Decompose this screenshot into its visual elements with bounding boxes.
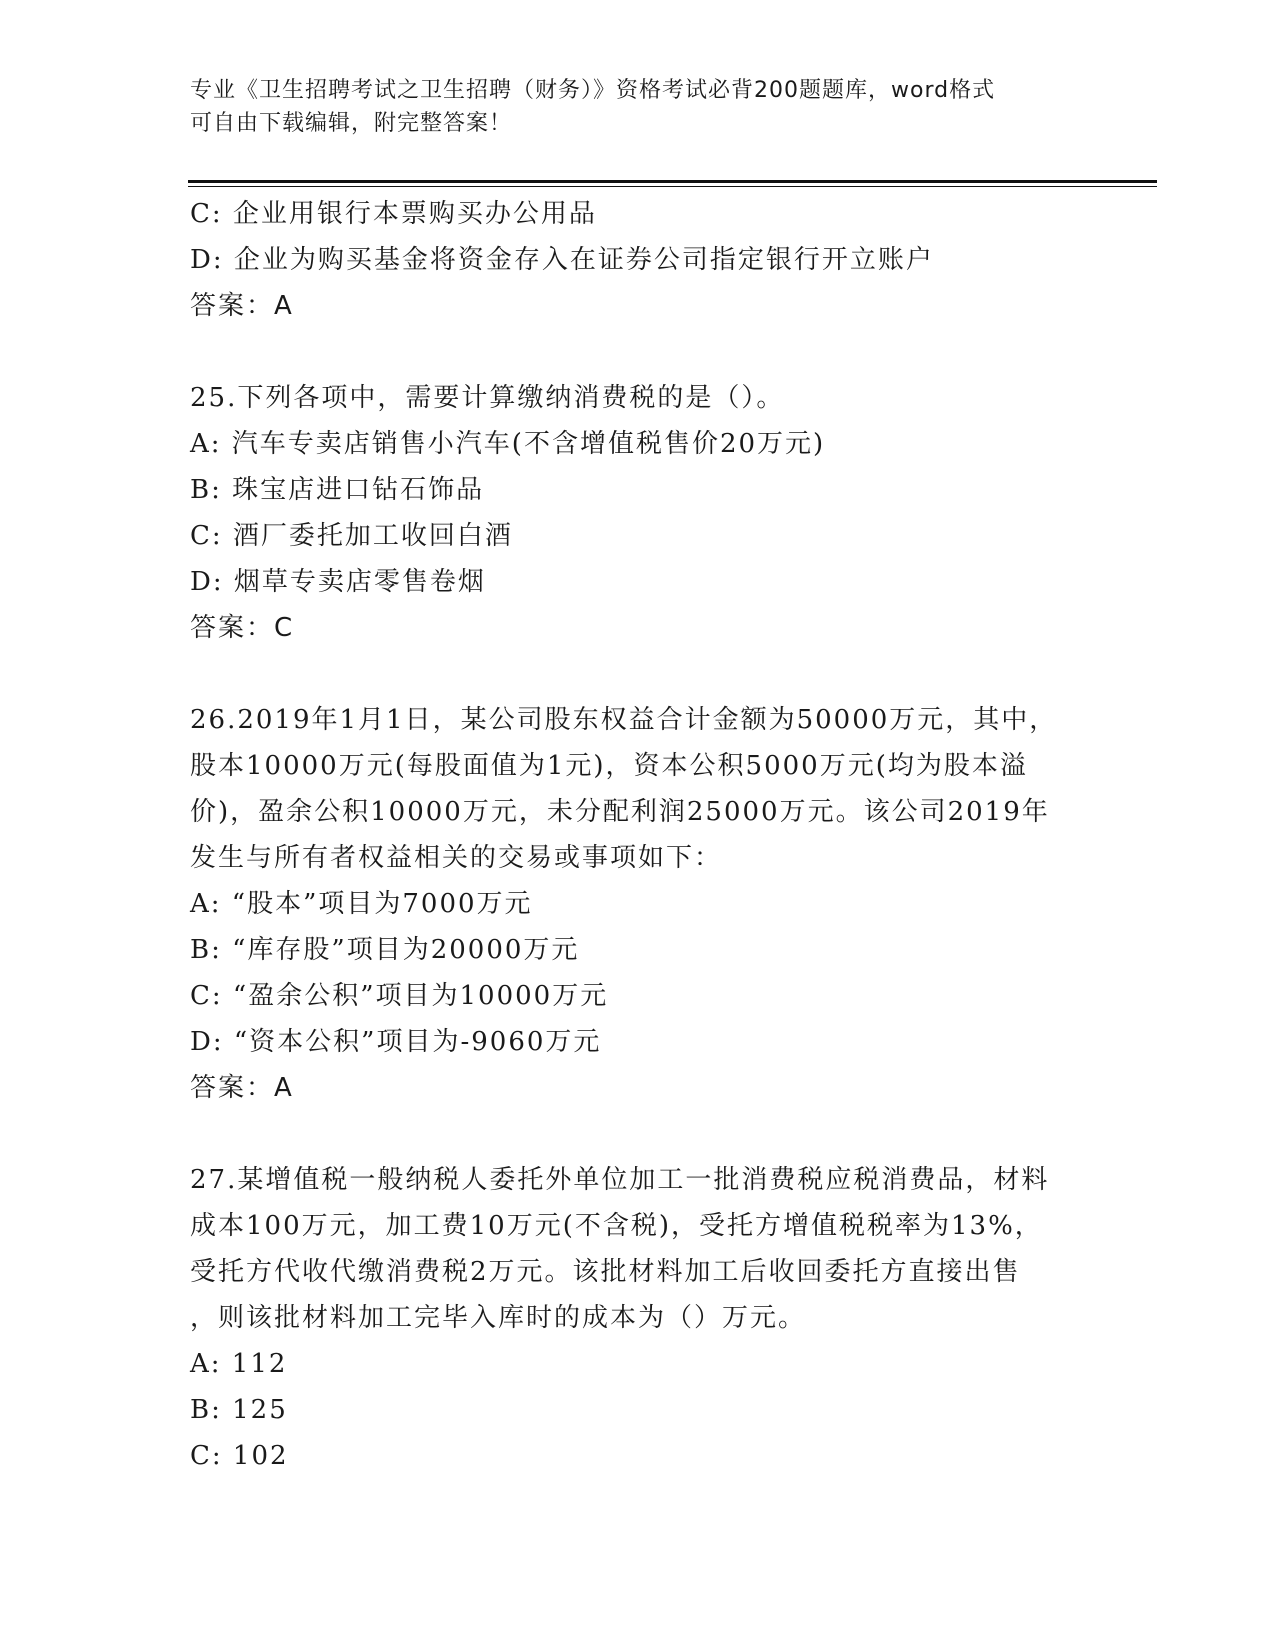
question-text: 发生与所有者权益相关的交易或事项如下： [190, 843, 723, 873]
option-c: C: “盈余公积”项目为10000万元 [190, 981, 609, 1011]
spacer [190, 1111, 1090, 1157]
question-text: ，则该批材料加工完毕入库时的成本为（）万元。 [190, 1303, 807, 1333]
header-divider-thick [188, 180, 1157, 183]
option-d: D: 企业为购买基金将资金存入在证券公司指定银行开立账户 [190, 245, 934, 275]
option-a: A: “股本”项目为7000万元 [190, 889, 533, 919]
question-text: 25.下列各项中，需要计算缴纳消费税的是（）。 [190, 383, 785, 413]
option-b: B: 珠宝店进口钻石饰品 [190, 475, 485, 505]
question-text: 受托方代收代缴消费税2万元。该批材料加工后收回委托方直接出售 [190, 1257, 1021, 1287]
option-b: B: 125 [190, 1395, 288, 1425]
option-c: C: 企业用银行本票购买办公用品 [190, 199, 597, 229]
option-a: A: 汽车专卖店销售小汽车(不含增值税售价20万元) [190, 429, 826, 459]
answer-line: 答案：A [190, 1073, 294, 1103]
option-d: D: “资本公积”项目为-9060万元 [190, 1027, 602, 1057]
document-header [190, 74, 1090, 140]
option-d: D: 烟草专卖店零售卷烟 [190, 567, 486, 597]
option-c: C: 酒厂委托加工收回白酒 [190, 521, 513, 551]
answer-line: 答案：C [190, 613, 295, 643]
option-c: C: 102 [190, 1441, 289, 1471]
question-block-25 [190, 375, 1090, 651]
spacer [190, 329, 1090, 375]
question-text: 26.2019年1月1日，某公司股东权益合计金额为50000万元，其中， [190, 705, 1058, 735]
question-text: 27.某增值税一般纳税人委托外单位加工一批消费税应税消费品，材料 [190, 1165, 1050, 1195]
question-block-27 [190, 1157, 1090, 1479]
question-text: 价)，盈余公积10000万元，未分配利润25000万元。该公司2019年 [190, 797, 1050, 827]
question-text: 成本100万元，加工费10万元(不含税)，受托方增值税税率为13%， [190, 1211, 1043, 1241]
header-line-2: 可自由下载编辑，附完整答案！ [190, 111, 513, 136]
header-divider-thin [188, 186, 1157, 187]
option-a: A: 112 [190, 1349, 288, 1379]
question-block-26 [190, 697, 1090, 1111]
question-text: 股本10000万元(每股面值为1元)，资本公积5000万元(均为股本溢 [190, 751, 1028, 781]
option-b: B: “库存股”项目为20000万元 [190, 935, 580, 965]
spacer [190, 651, 1090, 697]
header-line-1: 专业《卫生招聘考试之卫生招聘（财务）》资格考试必背200题题库，word格式 [190, 78, 996, 103]
document-body [190, 191, 1090, 1479]
answer-line: 答案：A [190, 291, 294, 321]
question-block-prev [190, 191, 1090, 329]
